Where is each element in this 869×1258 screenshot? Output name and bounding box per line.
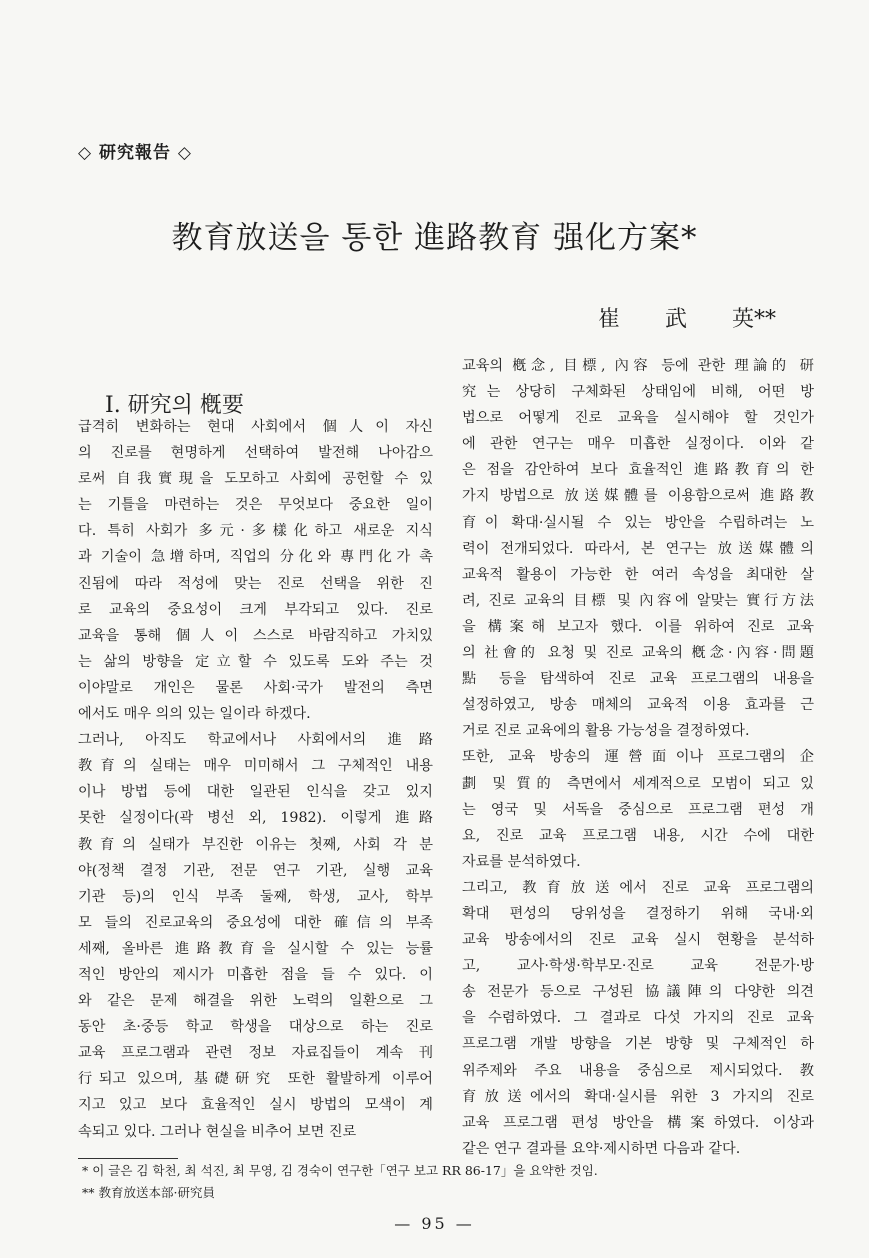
page-number: — 95 — <box>394 1214 475 1233</box>
body-text-line: 은 점을 감안하여 보다 효율적인 進路教育의 한 <box>462 462 814 479</box>
article-title: 教育放送을 통한 進路教育 强化方案* <box>171 220 698 256</box>
body-text-line: 같은 연구 결과를 요약·제시하면 다음과 같다. <box>462 1140 741 1157</box>
body-text-line: 의 진로를 현명하게 선택하여 발전해 나아감으 <box>78 445 433 462</box>
body-text-line: 그러나, 아직도 학교에서나 사회에서의 進路 <box>78 732 433 749</box>
body-text-line: 教育의 실태는 매우 미미해서 그 구체적인 내용 <box>78 758 433 775</box>
body-text-line: 교육 프로그램 편성 방안을 構案하였다. 이상과 <box>462 1114 814 1131</box>
body-text-line: 야(정책 결정 기관, 전문 연구 기관, 실행 교육 <box>78 862 433 879</box>
body-text-line: 가지 방법으로 放送媒體를 이용함으로써 進路教 <box>462 488 814 505</box>
body-text-line: 로써 自我實現을 도모하고 사회에 공헌할 수 있 <box>78 471 433 488</box>
body-text-line: 세째, 올바른 進路教育을 실시할 수 있는 능률 <box>78 940 433 957</box>
body-text-line: 확대 편성의 당위성을 결정하기 위해 국내·외 <box>462 905 814 922</box>
body-text-line: 行되고 있으며, 基礎研究 또한 활발하게 이루어 <box>78 1071 433 1088</box>
body-text-line: 에서도 매우 의의 있는 일이라 하겠다. <box>78 706 311 723</box>
body-text-line: 그리고, 教育放送에서 진로 교육 프로그램의 <box>462 879 814 896</box>
body-text-line: 설정하였고, 방송 매체의 교육적 이용 효과를 근 <box>462 697 814 714</box>
body-text-line: 자료를 분석하였다. <box>462 853 581 870</box>
body-text-line: 다. 특히 사회가 多元·多樣化하고 새로운 지식 <box>78 523 433 540</box>
body-text-line: 교육 방송에서의 진로 교육 실시 현황을 분석하 <box>462 932 814 949</box>
body-text-line: 진됨에 따라 적성에 맞는 진로 선택을 위한 진 <box>78 575 433 592</box>
body-text-line: 에 관한 연구는 매우 미흡한 실정이다. 이와 같 <box>462 436 814 453</box>
body-text-line: 는 삶의 방향을 定立할 수 있도록 도와 주는 것 <box>78 653 433 670</box>
body-text-line: 송 전문가 등으로 구성된 協議陣의 다양한 의견 <box>462 984 814 1001</box>
footnotes <box>82 1160 598 1204</box>
body-text-line: 교육 프로그램과 관련 정보 자료집들이 계속 刊 <box>78 1045 433 1062</box>
body-text-line: 고, 교사·학생·학부모·진로 교육 전문가·방 <box>462 958 814 975</box>
body-text-line: 劃 및 質的 측면에서 세계적으로 모범이 되고 있 <box>462 775 814 792</box>
body-text-line: 프로그램 개발 방향을 기본 방향 및 구체적인 하 <box>462 1036 814 1053</box>
section-label: ◇ 研究報告 ◇ <box>78 143 192 163</box>
body-text-line: 위주제와 주요 내용을 중심으로 제시되었다. 教 <box>462 1062 814 1079</box>
body-text-line: 속되고 있다. 그러나 현실을 비추어 보면 진로 <box>78 1123 357 1140</box>
body-text-line: 과 기술이 急增하며, 직업의 分化와 專門化가 촉 <box>78 549 433 566</box>
body-text-line: 모 들의 진로교육의 중요성에 대한 確信의 부족 <box>78 914 433 931</box>
body-text-line: 교육의 槪念, 目標, 內容 등에 관한 理論的 研 <box>462 358 814 374</box>
body-text-line: 을 構案해 보고자 했다. 이를 위하여 진로 교육 <box>462 618 814 635</box>
body-text-line: 究는 상당히 구체화된 상태임에 비해, 어떤 방 <box>462 384 814 401</box>
left-column <box>78 414 433 1145</box>
body-text-line: 는 영국 및 서독을 중심으로 프로그램 편성 개 <box>462 801 814 818</box>
body-text-line: 교육적 활용이 가능한 한 여러 속성을 최대한 살 <box>462 566 814 583</box>
body-text-line: 로 교육의 중요성이 크게 부각되고 있다. 진로 <box>78 601 433 618</box>
body-text-line: 려, 진로 교육의 目標 및 內容에 알맞는 實行方法 <box>462 592 814 609</box>
body-text-line: 이나 방법 등에 대한 일관된 인식을 갖고 있지 <box>78 784 433 801</box>
footnote-1: * 이 글은 김 학천, 최 석진, 최 무영, 김 경숙이 연구한「연구 보고 RR 86-17」을 요약한 것임. <box>82 1163 598 1178</box>
section-heading: Ⅰ. 研究의 槪要 <box>105 393 244 418</box>
body-text-line: 育이 확대·실시될 수 있는 방안을 수립하려는 노 <box>462 514 814 531</box>
body-text-line: 못한 실정이다(곽 병선 외, 1982). 이렇게 進路 <box>78 810 433 827</box>
footnote-divider <box>78 1158 178 1159</box>
body-text-line: 급격히 변화하는 현대 사회에서 個人이 자신 <box>78 419 433 435</box>
body-text-line: 이야말로 개인은 물론 사회·국가 발전의 측면 <box>78 679 433 696</box>
body-text-line: 요, 진로 교육 프로그램 내용, 시간 수에 대한 <box>462 827 814 844</box>
body-text-line: 거로 진로 교육에의 활용 가능성을 결정하였다. <box>462 723 750 740</box>
body-text-line: 법으로 어떻게 진로 교육을 실시해야 할 것인가 <box>462 410 814 427</box>
body-text-line: 의 社會的 요청 및 진로 교육의 槪念·內容·問題 <box>462 645 814 662</box>
body-text-line: 點 등을 탐색하여 진로 교육 프로그램의 내용을 <box>462 671 814 688</box>
body-text-line: 는 기틀을 마련하는 것은 무엇보다 중요한 일이 <box>78 497 433 514</box>
body-text-line: 력이 전개되었다. 따라서, 본 연구는 放送媒體의 <box>462 540 814 557</box>
body-text-line: 教育의 실태가 부진한 이유는 첫째, 사회 각 분 <box>78 836 433 853</box>
body-text-line: 을 수렴하였다. 그 결과로 다섯 가지의 진로 교육 <box>462 1010 814 1027</box>
right-column <box>462 353 814 1162</box>
footnote-2: ** 教育放送本部·研究員 <box>82 1185 215 1200</box>
body-text-line: 또한, 교육 방송의 運營面이나 프로그램의 企 <box>462 749 814 766</box>
body-text-line: 와 같은 문제 해결을 위한 노력의 일환으로 그 <box>78 993 433 1010</box>
body-text-line: 育放送에서의 확대·실시를 위한 3 가지의 진로 <box>462 1088 814 1105</box>
body-text-line: 지고 있고 보다 효율적인 실시 방법의 모색이 계 <box>78 1097 433 1114</box>
body-text-line: 교육을 통해 個人이 스스로 바람직하고 가치있 <box>78 627 433 644</box>
body-text-line: 적인 방안의 제시가 미흡한 점을 들 수 있다. 이 <box>78 966 433 983</box>
body-text-line: 기관 등)의 인식 부족 둘째, 학생, 교사, 학부 <box>78 888 433 905</box>
author-name: 崔 武 英** <box>598 307 776 332</box>
body-text-line: 동안 초·중등 학교 학생을 대상으로 하는 진로 <box>78 1019 433 1036</box>
